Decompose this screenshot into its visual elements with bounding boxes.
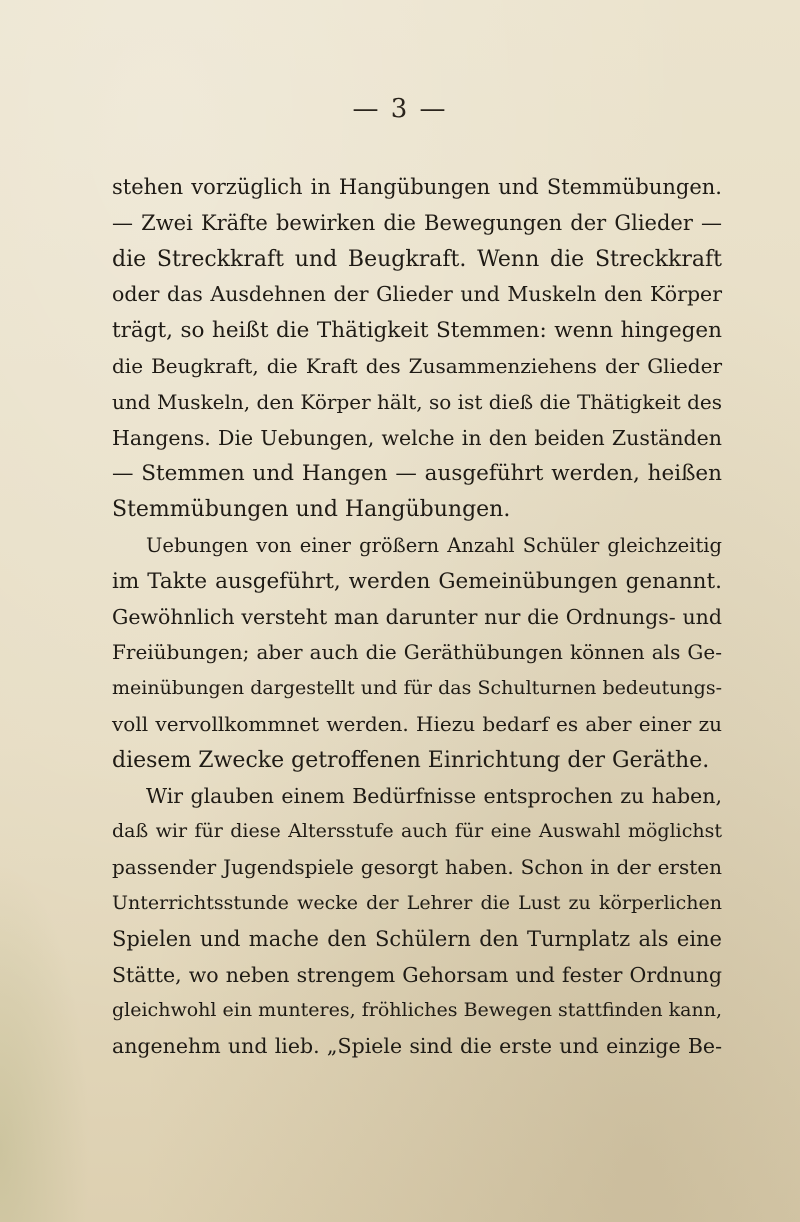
text-line: trägt, so heißt die Thätigkeit Stemmen: wenn hingegen	[112, 318, 722, 344]
text-line: — Zwei Kräfte bewirken die Bewegungen der Glieder —	[112, 210, 722, 235]
text-line: Unterrichtsstunde wecke der Lehrer die Lust zu körperlichen	[112, 891, 722, 914]
text-line: die Beugkraft, die Kraft des Zusammenziehens der Glieder	[112, 353, 722, 378]
text-line: oder das Ausdehnen der Glieder und Muskeln den Körper	[112, 282, 722, 307]
text-line: daß wir für diese Altersstufe auch für eine Auswahl möglichst	[112, 820, 722, 843]
text-line: — Stemmen und Hangen — ausgeführt werden, heißen	[112, 461, 722, 487]
text-line: voll vervollkommnet werden. Hiezu bedarf es aber einer zu	[112, 711, 722, 736]
text-line: Spielen und mache den Schülern den Turnplatz als eine	[112, 926, 722, 951]
text-line: Freiübungen; aber auch die Geräthübungen können als Ge-	[112, 640, 722, 665]
text-line: meinübungen dargestellt und für das Schulturnen bedeutungs-	[112, 677, 722, 700]
text-line: und Muskeln, den Körper hält, so ist dieß die Thätigkeit des	[112, 389, 722, 414]
text-line: stehen vorzüglich in Hangübungen und Stemmübungen.	[112, 175, 722, 199]
text-line: diesem Zwecke getroffenen Einrichtung der Geräthe.	[112, 747, 710, 773]
text-line: angenehm und lieb. „Spiele sind die erste und einzige Be-	[112, 1034, 722, 1059]
text-line: Stemmübungen und Hangübungen.	[112, 497, 511, 523]
text-line: passender Jugendspiele gesorgt haben. Schon in der ersten	[112, 855, 722, 880]
body-text	[112, 170, 722, 1065]
text-line: Stätte, wo neben strengem Gehorsam und fester Ordnung	[112, 962, 722, 987]
text-line: gleichwohl ein munteres, fröhliches Bewegen stattfinden kann,	[112, 999, 722, 1022]
page-number-header: — 3 —	[352, 94, 448, 124]
text-line: Hangens. Die Uebungen, welche in den beiden Zuständen	[112, 425, 722, 450]
text-line: Uebungen von einer größern Anzahl Schüler gleichzeitig	[146, 533, 722, 557]
text-line: Wir glauben einem Bedürfnisse entsprochen zu haben,	[146, 783, 722, 808]
text-line: im Takte ausgeführt, werden Gemeinübungen genannt.	[112, 568, 722, 594]
text-line: Gewöhnlich versteht man darunter nur die Ordnungs- und	[112, 604, 722, 629]
text-line: die Streckkraft und Beugkraft. Wenn die Streckkraft	[112, 246, 722, 272]
paper-stain	[0, 862, 90, 1222]
